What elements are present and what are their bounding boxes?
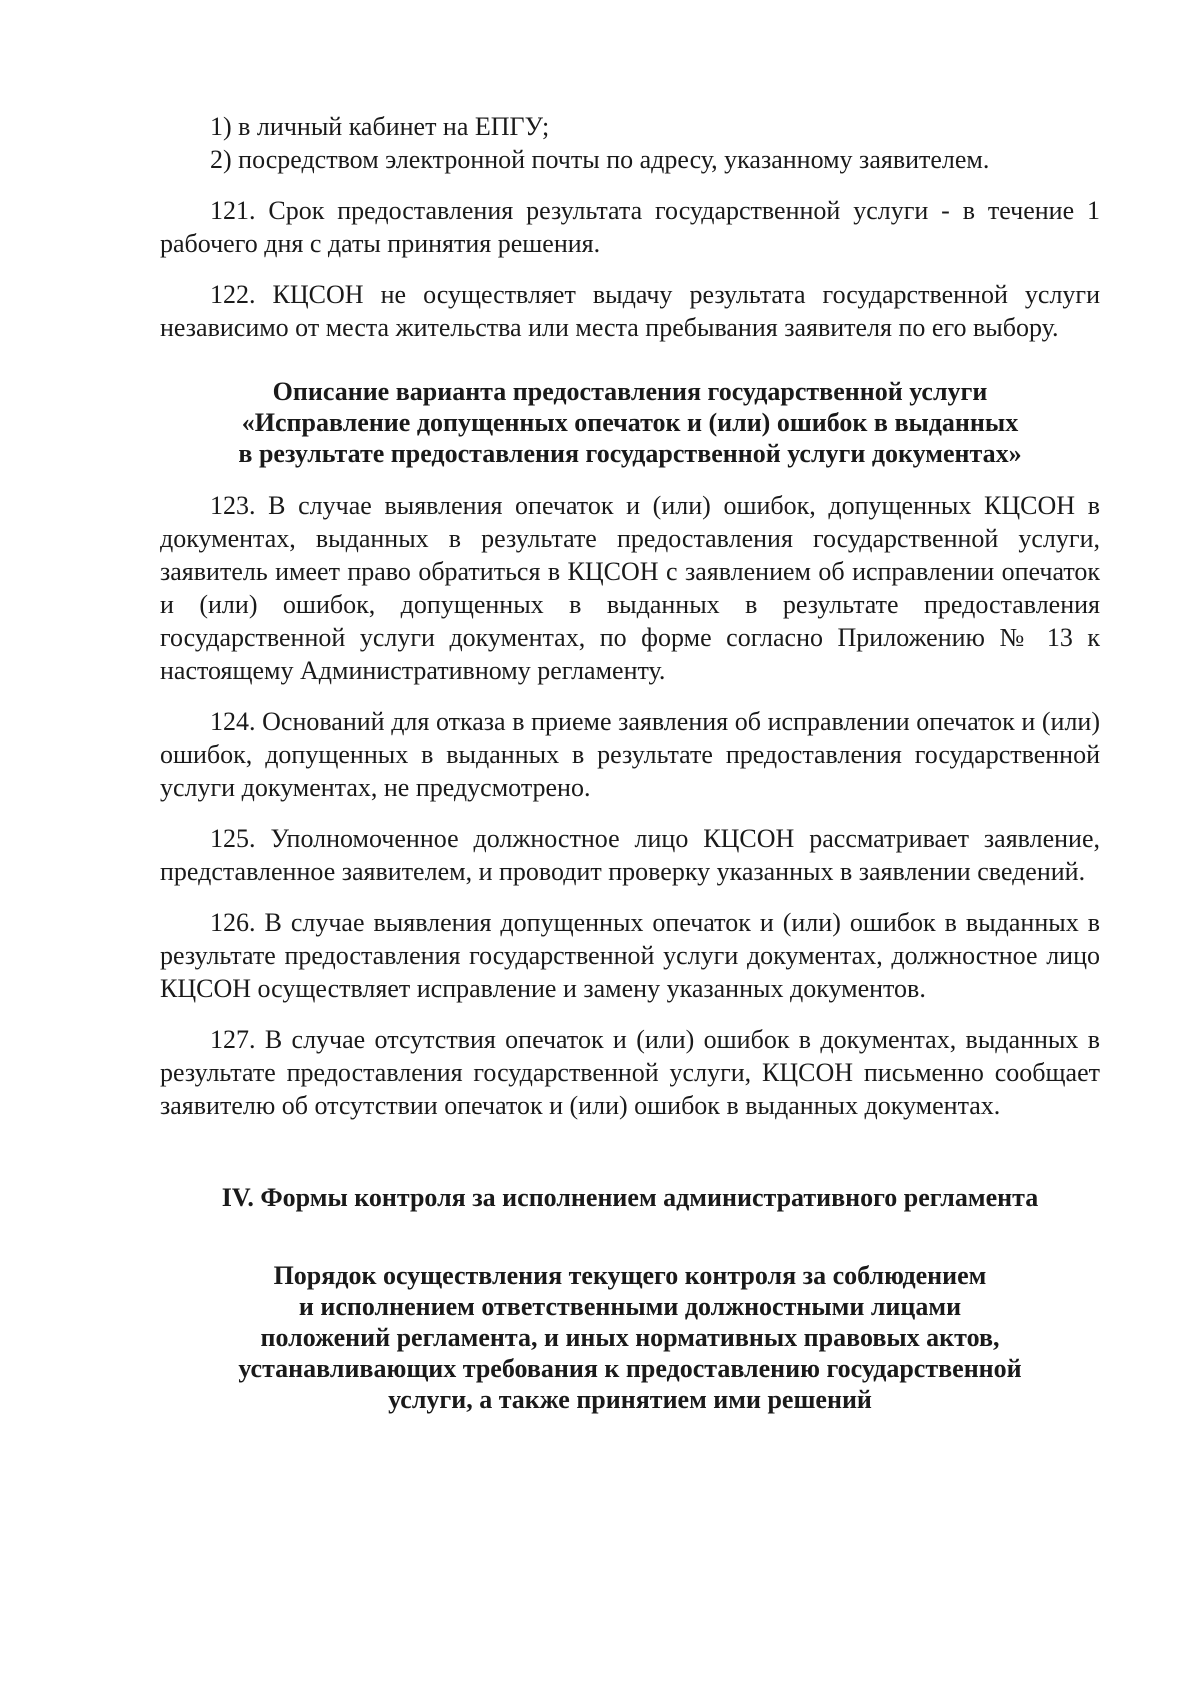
control-heading	[160, 1260, 1100, 1415]
variant-heading-line-2: «Исправление допущенных опечаток и (или) ошибок в выданных	[241, 408, 1019, 437]
variant-heading	[160, 376, 1100, 469]
control-heading-line-5: услуги, а также принятием ими решений	[388, 1385, 872, 1414]
control-heading-line-3: положений регламента, и иных нормативных правовых актов,	[260, 1323, 1000, 1352]
paragraph-121: 121. Срок предоставления результата государственной услуги - в течение 1 рабочего дня с даты принятия решения.	[160, 196, 1100, 258]
paragraph-124: 124. Оснований для отказа в приеме заявления об исправлении опечаток и (или) ошибок, допущенных в выданных в результате предоставления государственной услуги документах, не предусмотрено.	[160, 707, 1100, 802]
paragraph-125: 125. Уполномоченное должностное лицо КЦСОН рассматривает заявление, представленное заявителем, и проводит проверку указанных в заявлении сведений.	[160, 824, 1100, 886]
list-line-2: 2) посредством электронной почты по адресу, указанному заявителем.	[210, 145, 990, 174]
paragraph-122: 122. КЦСОН не осуществляет выдачу результата государственной услуги независимо от места жительства или места пребывания заявителя по его выбору.	[160, 280, 1100, 342]
list-line-1: 1) в личный кабинет на ЕПГУ;	[210, 112, 550, 141]
variant-heading-line-1: Описание варианта предоставления государственной услуги	[272, 377, 988, 406]
paragraph-127: 127. В случае отсутствия опечаток и (или) ошибок в документах, выданных в результате предоставления государственной услуги, КЦСОН письменно сообщает заявителю об отсутствии опечаток и (или) ошибок в выданных документах.	[160, 1025, 1100, 1120]
section-iv-heading: IV. Формы контроля за исполнением административного регламента	[221, 1183, 1039, 1212]
paragraph-123: 123. В случае выявления опечаток и (или) ошибок, допущенных КЦСОН в документах, выданных в результате предоставления государственной услуги, заявитель имеет право обратиться в КЦСОН с заявлением об исправлении опечаток и (или) ошибок, допущенных в выданных в результате предоставления государственной услуги документах, по форме согласно Приложению № 13 к настоящему Административному регламенту.	[160, 491, 1100, 685]
control-heading-line-4: устанавливающих требования к предоставлению государственной	[238, 1354, 1022, 1383]
control-heading-line-1: Порядок осуществления текущего контроля за соблюдением	[273, 1261, 987, 1290]
paragraph-126: 126. В случае выявления допущенных опечаток и (или) ошибок в выданных в результате предоставления государственной услуги документах, должностное лицо КЦСОН осуществляет исправление и замену указанных документов.	[160, 908, 1100, 1003]
variant-heading-line-3: в результате предоставления государственной услуги документах»	[238, 439, 1022, 468]
control-heading-line-2: и исполнением ответственными должностными лицами	[298, 1292, 962, 1321]
